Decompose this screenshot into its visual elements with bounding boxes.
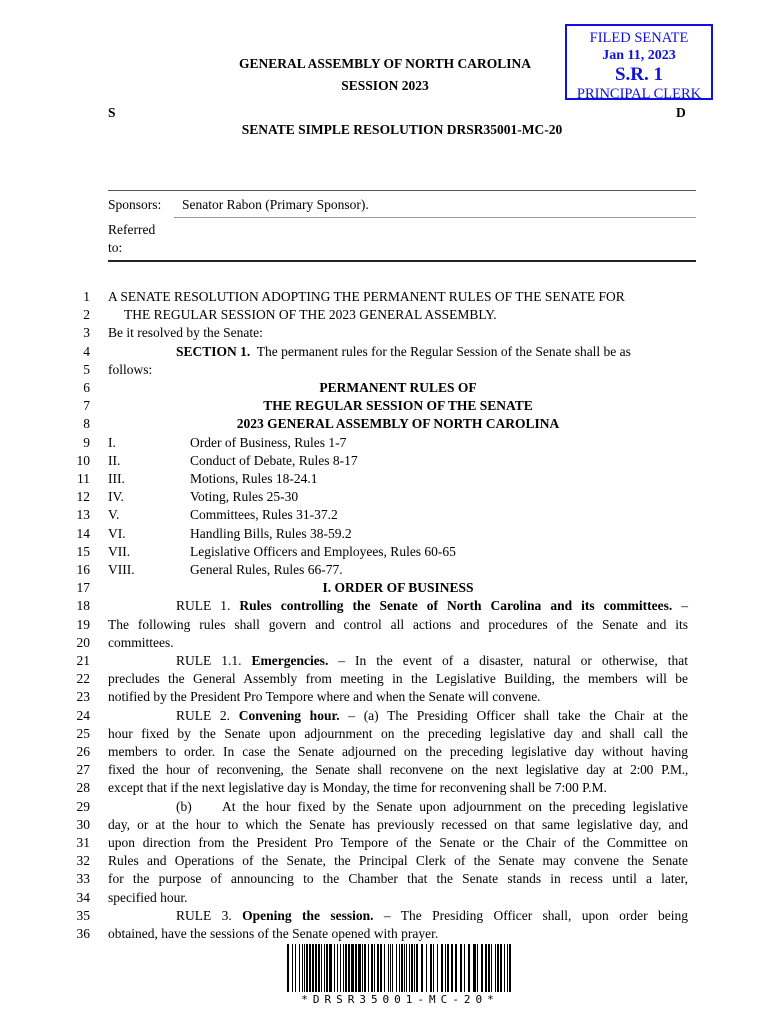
barcode-bar (451, 944, 453, 992)
barcode-bar (437, 944, 438, 992)
line-number: 3 (83, 325, 90, 341)
line (60, 288, 688, 307)
line-number: 36 (76, 926, 90, 941)
barcode-bar (326, 944, 328, 992)
barcode-bar (358, 944, 361, 992)
line (60, 361, 688, 380)
barcode-bar (488, 944, 490, 992)
barcode-bar (384, 944, 385, 992)
line-text: hour fixed by the Senate upon adjournment on the preceding legislative day and shall call the (108, 725, 688, 741)
toc-text: General Rules, Rules 66-77. (190, 562, 343, 577)
barcode-bar (399, 944, 400, 992)
chamber-letter-left: S (108, 105, 116, 120)
stamp-date: Jan 11, 2023 (602, 48, 676, 63)
barcode-bar (455, 944, 457, 992)
barcode-bar (355, 944, 357, 992)
toc-number: IV. (108, 489, 124, 505)
line-text: precludes the General Assembly from meeting in the Legislative Building, the members will be (108, 671, 688, 687)
line-text: committees. (108, 634, 174, 650)
line-text: fixed the hour of reconvening, the Senate shall reconvene on the next legislative day at 2:00 P.M., (108, 762, 688, 778)
toc-row (60, 470, 688, 489)
barcode-bar (340, 944, 341, 992)
barcode-bar (464, 944, 465, 992)
stamp-clerk: PRINCIPAL CLERK (576, 86, 702, 102)
line (60, 652, 688, 671)
barcode-bar (460, 944, 462, 992)
toc-row (60, 506, 688, 525)
barcode-bar (414, 944, 415, 992)
line (60, 907, 688, 926)
barcode-bar (473, 944, 476, 992)
line-text: follows: (108, 361, 153, 377)
article-heading: I. ORDER OF BUSINESS (322, 580, 474, 596)
referred-label-1: Referred (108, 222, 156, 237)
rule-text: – The Presiding Officer shall, upon order being (373, 907, 688, 923)
line-number: 19 (76, 616, 90, 632)
barcode-bar (426, 944, 427, 992)
line-text: specified hour. (108, 889, 188, 905)
toc-text: Motions, Rules 18-24.1 (190, 471, 318, 486)
line (60, 870, 688, 889)
line-number: 22 (76, 671, 90, 687)
stamp-bill-number: S.R. 1 (614, 64, 664, 85)
line-text: for the purpose of announcing to the Chamber that the Senate stands in recess until a later, (108, 871, 688, 887)
line-number: 6 (83, 380, 90, 395)
line-number: 4 (83, 343, 90, 359)
line-number: 21 (76, 653, 90, 668)
line-number: 5 (83, 361, 90, 377)
session-title: SESSION 2023 (341, 78, 429, 93)
line-text: A SENATE RESOLUTION ADOPTING THE PERMANENT RULES OF THE SENATE FOR (108, 289, 625, 304)
line-number: 28 (76, 780, 90, 796)
barcode-bar (430, 944, 432, 992)
toc-number: I. (108, 434, 116, 450)
toc-text: Voting, Rules 25-30 (190, 489, 299, 505)
barcode-bar (351, 944, 354, 992)
line-text: upon direction from the President Pro Tempore of the Senate or the Chair of the Committee on (108, 835, 688, 850)
barcode-bar (445, 944, 446, 992)
line (60, 343, 688, 362)
divider-top (108, 190, 696, 191)
rule-number: RULE 1.1. (176, 653, 252, 668)
line (60, 798, 688, 817)
line (60, 834, 688, 853)
toc-row (60, 488, 688, 507)
line-number: 17 (76, 580, 90, 596)
barcode-bar (388, 944, 389, 992)
toc-text: Order of Business, Rules 1-7 (190, 434, 347, 450)
toc-text: Handling Bills, Rules 38-59.2 (190, 525, 352, 541)
barcode-bar (495, 944, 496, 992)
toc-text: Legislative Officers and Employees, Rules 60-65 (190, 543, 456, 559)
rules-heading: 2023 GENERAL ASSEMBLY OF NORTH CAROLINA (236, 416, 560, 432)
barcode-bar (392, 944, 393, 992)
barcode-bar (304, 944, 305, 992)
line-number: 2 (83, 307, 90, 323)
rules-heading: PERMANENT RULES OF (319, 380, 477, 395)
barcode-bar (404, 944, 405, 992)
toc-text: Conduct of Debate, Rules 8-17 (190, 452, 358, 468)
stamp-filed-label: FILED SENATE (589, 30, 689, 46)
line (60, 707, 688, 726)
toc-number: II. (108, 452, 121, 468)
barcode-bar (416, 944, 418, 992)
barcode-bar (507, 944, 508, 992)
barcode-bar (390, 944, 391, 992)
line-text (108, 707, 688, 726)
line (60, 306, 688, 325)
resolution-title: SENATE SIMPLE RESOLUTION DRSR35001-MC-20 (241, 122, 563, 137)
line-number: 18 (76, 598, 90, 614)
line (60, 725, 688, 744)
line (60, 743, 688, 762)
line-number: 35 (76, 907, 90, 923)
barcode-bar (371, 944, 373, 992)
toc-row (60, 525, 688, 544)
rule-text: – (a) The Presiding Officer shall take the Chair at the (339, 707, 688, 723)
line (60, 415, 688, 434)
barcode-bar (380, 944, 382, 992)
barcode-bar (401, 944, 403, 992)
section-text: The permanent rules for the Regular Session of the Senate shall be as (250, 343, 631, 359)
barcode-bar (299, 944, 300, 992)
barcode-bar (334, 944, 335, 992)
barcode-bar (362, 944, 363, 992)
line-number: 9 (83, 434, 90, 450)
toc-number: V. (108, 507, 120, 523)
line (60, 925, 688, 944)
line-text: day, or at the hour to which the Senate has previously recessed on that same legislative day, and (108, 816, 688, 832)
barcode-bar (329, 944, 332, 992)
barcode-bar (295, 944, 296, 992)
line (60, 616, 688, 635)
line-number: 26 (76, 744, 90, 759)
line (60, 688, 688, 707)
toc-row (60, 561, 688, 580)
line-text (108, 597, 688, 616)
rule-dash: – (672, 598, 689, 614)
barcode-bar (368, 944, 369, 992)
line-number: 13 (76, 507, 90, 523)
rule-number: RULE 3. (176, 907, 243, 923)
barcode-caption: *DRSR35001-MC-20* (301, 993, 499, 1006)
barcode-bar (421, 944, 423, 992)
toc-number: VIII. (108, 562, 135, 577)
barcode-bar (433, 944, 434, 992)
line-number: 1 (83, 289, 90, 304)
rule-number: RULE 2. (176, 707, 239, 723)
barcode-bar (324, 944, 325, 992)
barcode-bar (345, 944, 347, 992)
barcode-bar (509, 944, 511, 992)
line-number: 7 (83, 398, 90, 414)
line (60, 579, 688, 598)
barcode-bar (343, 944, 344, 992)
referred-label-2: to: (108, 240, 123, 255)
barcode-bar (481, 944, 483, 992)
line (60, 634, 688, 653)
sponsors-value: Senator Rabon (Primary Sponsor). (182, 197, 369, 212)
barcode-bar (447, 944, 449, 992)
section-label: SECTION 1. (176, 343, 251, 359)
barcode-bar (491, 944, 492, 992)
barcode-bar (377, 944, 379, 992)
line-text: obtained, have the sessions of the Senate opened with prayer. (108, 926, 439, 941)
line-number: 12 (76, 489, 90, 505)
toc-row (60, 543, 688, 562)
line (60, 852, 688, 871)
barcode-bar (477, 944, 478, 992)
line-text: Be it resolved by the Senate: (108, 325, 263, 341)
barcode-bar (312, 944, 314, 992)
line-number: 24 (76, 707, 90, 723)
barcode-bar (302, 944, 303, 992)
line-number: 25 (76, 725, 90, 741)
line (60, 397, 688, 416)
line-number: 14 (76, 525, 90, 541)
subsection-label: (b) (176, 798, 192, 814)
rules-heading: THE REGULAR SESSION OF THE SENATE (263, 398, 533, 414)
barcode-bar (309, 944, 311, 992)
barcode-bar (348, 944, 350, 992)
line-number: 34 (76, 889, 90, 905)
line-text: The following rules shall govern and control all actions and procedures of the Senate and its (108, 616, 688, 632)
line (60, 889, 688, 908)
barcode-bar (409, 944, 410, 992)
line-number: 32 (76, 853, 90, 869)
line (60, 670, 688, 689)
barcode-bar (364, 944, 366, 992)
line-number: 8 (83, 416, 90, 432)
line-number: 29 (76, 798, 90, 814)
toc-number: VII. (108, 543, 131, 559)
barcode-bar (468, 944, 470, 992)
barcode (285, 944, 515, 996)
line (60, 379, 688, 398)
barcode-bar (292, 944, 293, 992)
barcode-bar (497, 944, 499, 992)
barcode-bar (406, 944, 407, 992)
barcode-bar (337, 944, 338, 992)
subsection-text: At the hour fixed by the Senate upon adjournment on the preceding legislative (222, 798, 688, 814)
line-text: except that if the next legislative day is Monday, the time for reconvening shall be 7:00 P.M. (108, 780, 607, 796)
rule-title: Rules controlling the Senate of North Carolina and its committees. (239, 598, 673, 614)
barcode-bar (306, 944, 308, 992)
line-number: 20 (76, 634, 90, 650)
line-number: 15 (76, 543, 90, 559)
toc-text: Committees, Rules 31-37.2 (190, 507, 338, 523)
line-text (108, 343, 688, 362)
line-number: 27 (76, 762, 90, 778)
rule-text: – In the event of a disaster, natural or otherwise, that (328, 653, 688, 668)
barcode-bar (287, 944, 289, 992)
barcode-bar (396, 944, 397, 992)
chamber-letter-right: D (676, 105, 686, 120)
line-text (108, 652, 688, 671)
line (60, 597, 688, 616)
barcode-bar (411, 944, 413, 992)
barcode-bar (485, 944, 487, 992)
barcode-bar (441, 944, 443, 992)
barcode-bar (318, 944, 320, 992)
toc-row (60, 434, 688, 453)
line (60, 324, 688, 343)
line-text: Rules and Operations of the Senate, the Principal Clerk of the Senate may convene the Senate (108, 853, 688, 869)
line-text: notified by the President Pro Tempore where and when the Senate will convene. (108, 689, 541, 705)
line-number: 30 (76, 816, 90, 832)
rule-title: Emergencies. (251, 653, 329, 668)
line-number: 31 (76, 835, 90, 850)
toc-row (60, 452, 688, 471)
barcode-bar (321, 944, 322, 992)
rule-number: RULE 1. (176, 598, 240, 614)
line (60, 779, 688, 798)
line-text (108, 907, 688, 926)
sponsors-label: Sponsors: (108, 197, 162, 212)
rule-title: Convening hour. (238, 707, 340, 723)
toc-number: VI. (108, 525, 126, 541)
divider-bottom (108, 260, 696, 262)
line (60, 761, 688, 780)
line-number: 23 (76, 689, 90, 705)
line-number: 10 (76, 452, 90, 468)
line (60, 816, 688, 835)
toc-number: III. (108, 471, 125, 486)
divider-sponsors (174, 217, 696, 218)
barcode-bar (504, 944, 505, 992)
line-text: members to order. In case the Senate adjourned on the preceding legislative day without having (108, 744, 688, 759)
line-number: 33 (76, 871, 90, 887)
barcode-bar (315, 944, 317, 992)
barcode-bar (500, 944, 502, 992)
line-number: 16 (76, 562, 90, 577)
rule-title: Opening the session. (242, 907, 374, 923)
line-text: THE REGULAR SESSION OF THE 2023 GENERAL ASSEMBLY. (124, 307, 497, 323)
assembly-title: GENERAL ASSEMBLY OF NORTH CAROLINA (238, 56, 532, 71)
line-number: 11 (77, 471, 90, 486)
barcode-bar (374, 944, 375, 992)
